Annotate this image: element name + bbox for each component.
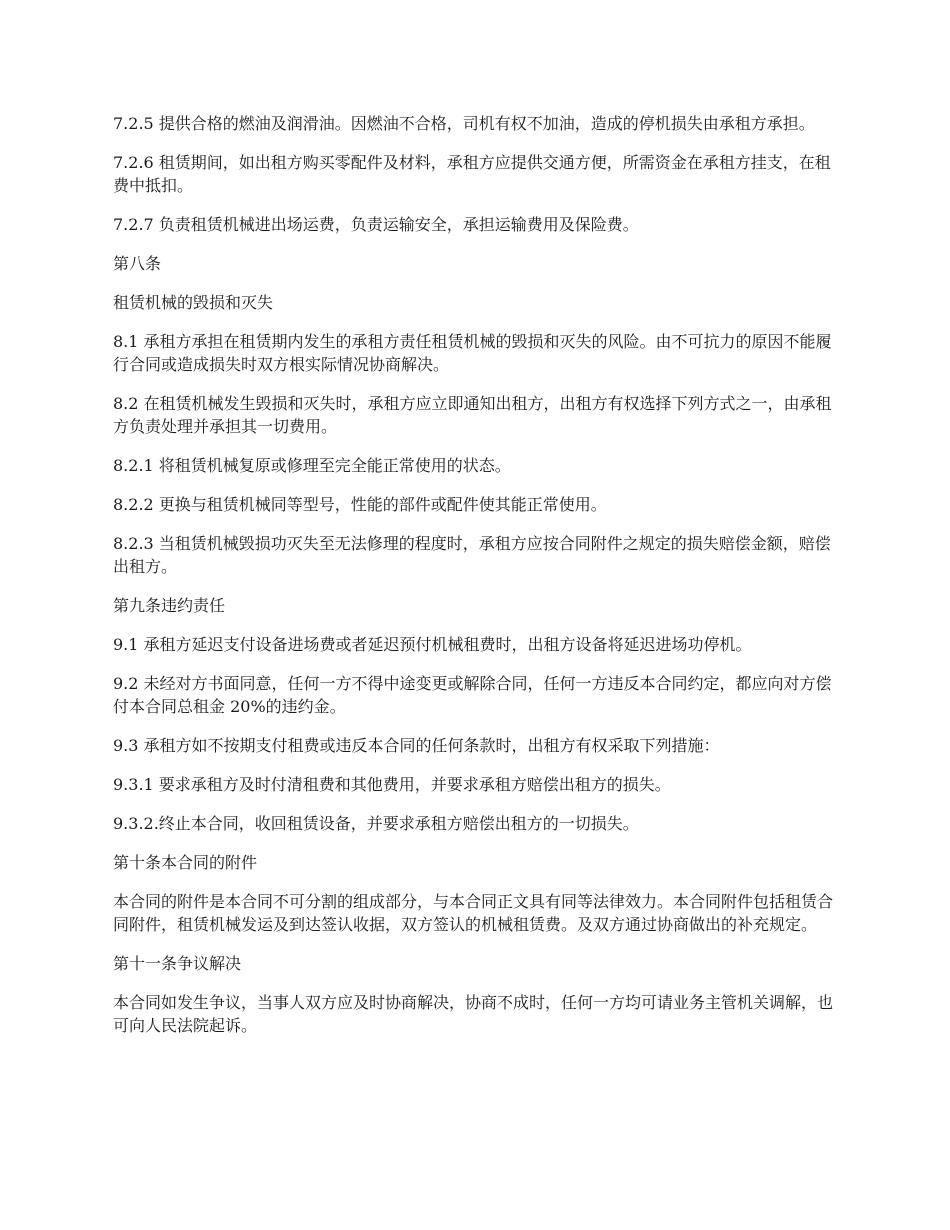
paragraph-9-3-1: 9.3.1 要求承租方及时付清租费和其他费用，并要求承租方赔偿出租方的损失。 [113,775,671,794]
paragraph-7-2-6: 7.2.6 租赁期间，如出租方购买零配件及材料，承租方应提供交通方便，所需资金在承租方挂支，在租费中抵扣。 [113,153,831,195]
paragraph-8-2-2: 8.2.2 更换与租赁机械同等型号，性能的部件或配件使其能正常使用。 [113,495,607,514]
article-9-heading: 第九条违约责任 [113,596,226,615]
paragraph-9-3: 9.3 承租方如不按期支付租费或违反本合同的任何条款时，出租方有权采取下列措施： [113,736,720,755]
paragraph-9-1: 9.1 承租方延迟支付设备进场费或者延迟预付机械租费时，出租方设备将延迟进场功停机。 [113,635,752,654]
paragraph-7-2-7: 7.2.7 负责租赁机械进出场运费，负责运输安全，承担运输费用及保险费。 [113,215,639,234]
paragraph-10-body: 本合同的附件是本合同不可分割的组成部分，与本合同正文具有同等法律效力。本合同附件包括租赁合同附件，租赁机械发运及到达签认收据，双方签认的机械租赁费。及双方通过协商做出的补充规定。 [113,892,834,934]
paragraph-8-1: 8.1 承租方承担在租赁期内发生的承租方责任租赁机械的毁损和灭失的风险。由不可抗力的原因不能履行合同或造成损失时双方根实际情况协商解决。 [113,332,832,374]
paragraph-11-body: 本合同如发生争议，当事人双方应及时协商解决，协商不成时，任何一方均可请业务主管机关调解，也可向人民法院起诉。 [113,993,834,1035]
paragraph-9-2: 9.2 未经对方书面同意，任何一方不得中途变更或解除合同，任何一方违反本合同约定，都应向对方偿付本合同总租金 20%的违约金。 [113,674,832,716]
article-11-heading: 第十一条争议解决 [113,954,242,973]
paragraph-8-2-1: 8.2.1 将租赁机械复原或修理至完全能正常使用的状态。 [113,456,511,475]
article-8-heading: 第八条 [113,254,162,273]
article-10-heading: 第十条本合同的附件 [113,853,258,872]
article-8-title: 租赁机械的毁损和灭失 [113,293,274,312]
paragraph-8-2: 8.2 在租赁机械发生毁损和灭失时，承租方应立即通知出租方，出租方有权选择下列方式之一，由承租方负责处理并承担其一切费用。 [113,394,832,436]
paragraph-7-2-5: 7.2.5 提供合格的燃油及润滑油。因燃油不合格，司机有权不加油，造成的停机损失由承租方承担。 [113,114,815,133]
paragraph-8-2-3: 8.2.3 当租赁机械毁损功灭失至无法修理的程度时，承租方应按合同附件之规定的损失赔偿金额，赔偿出租方。 [113,534,831,576]
paragraph-9-3-2: 9.3.2.终止本合同，收回租赁设备，并要求承租方赔偿出租方的一切损失。 [113,814,639,833]
